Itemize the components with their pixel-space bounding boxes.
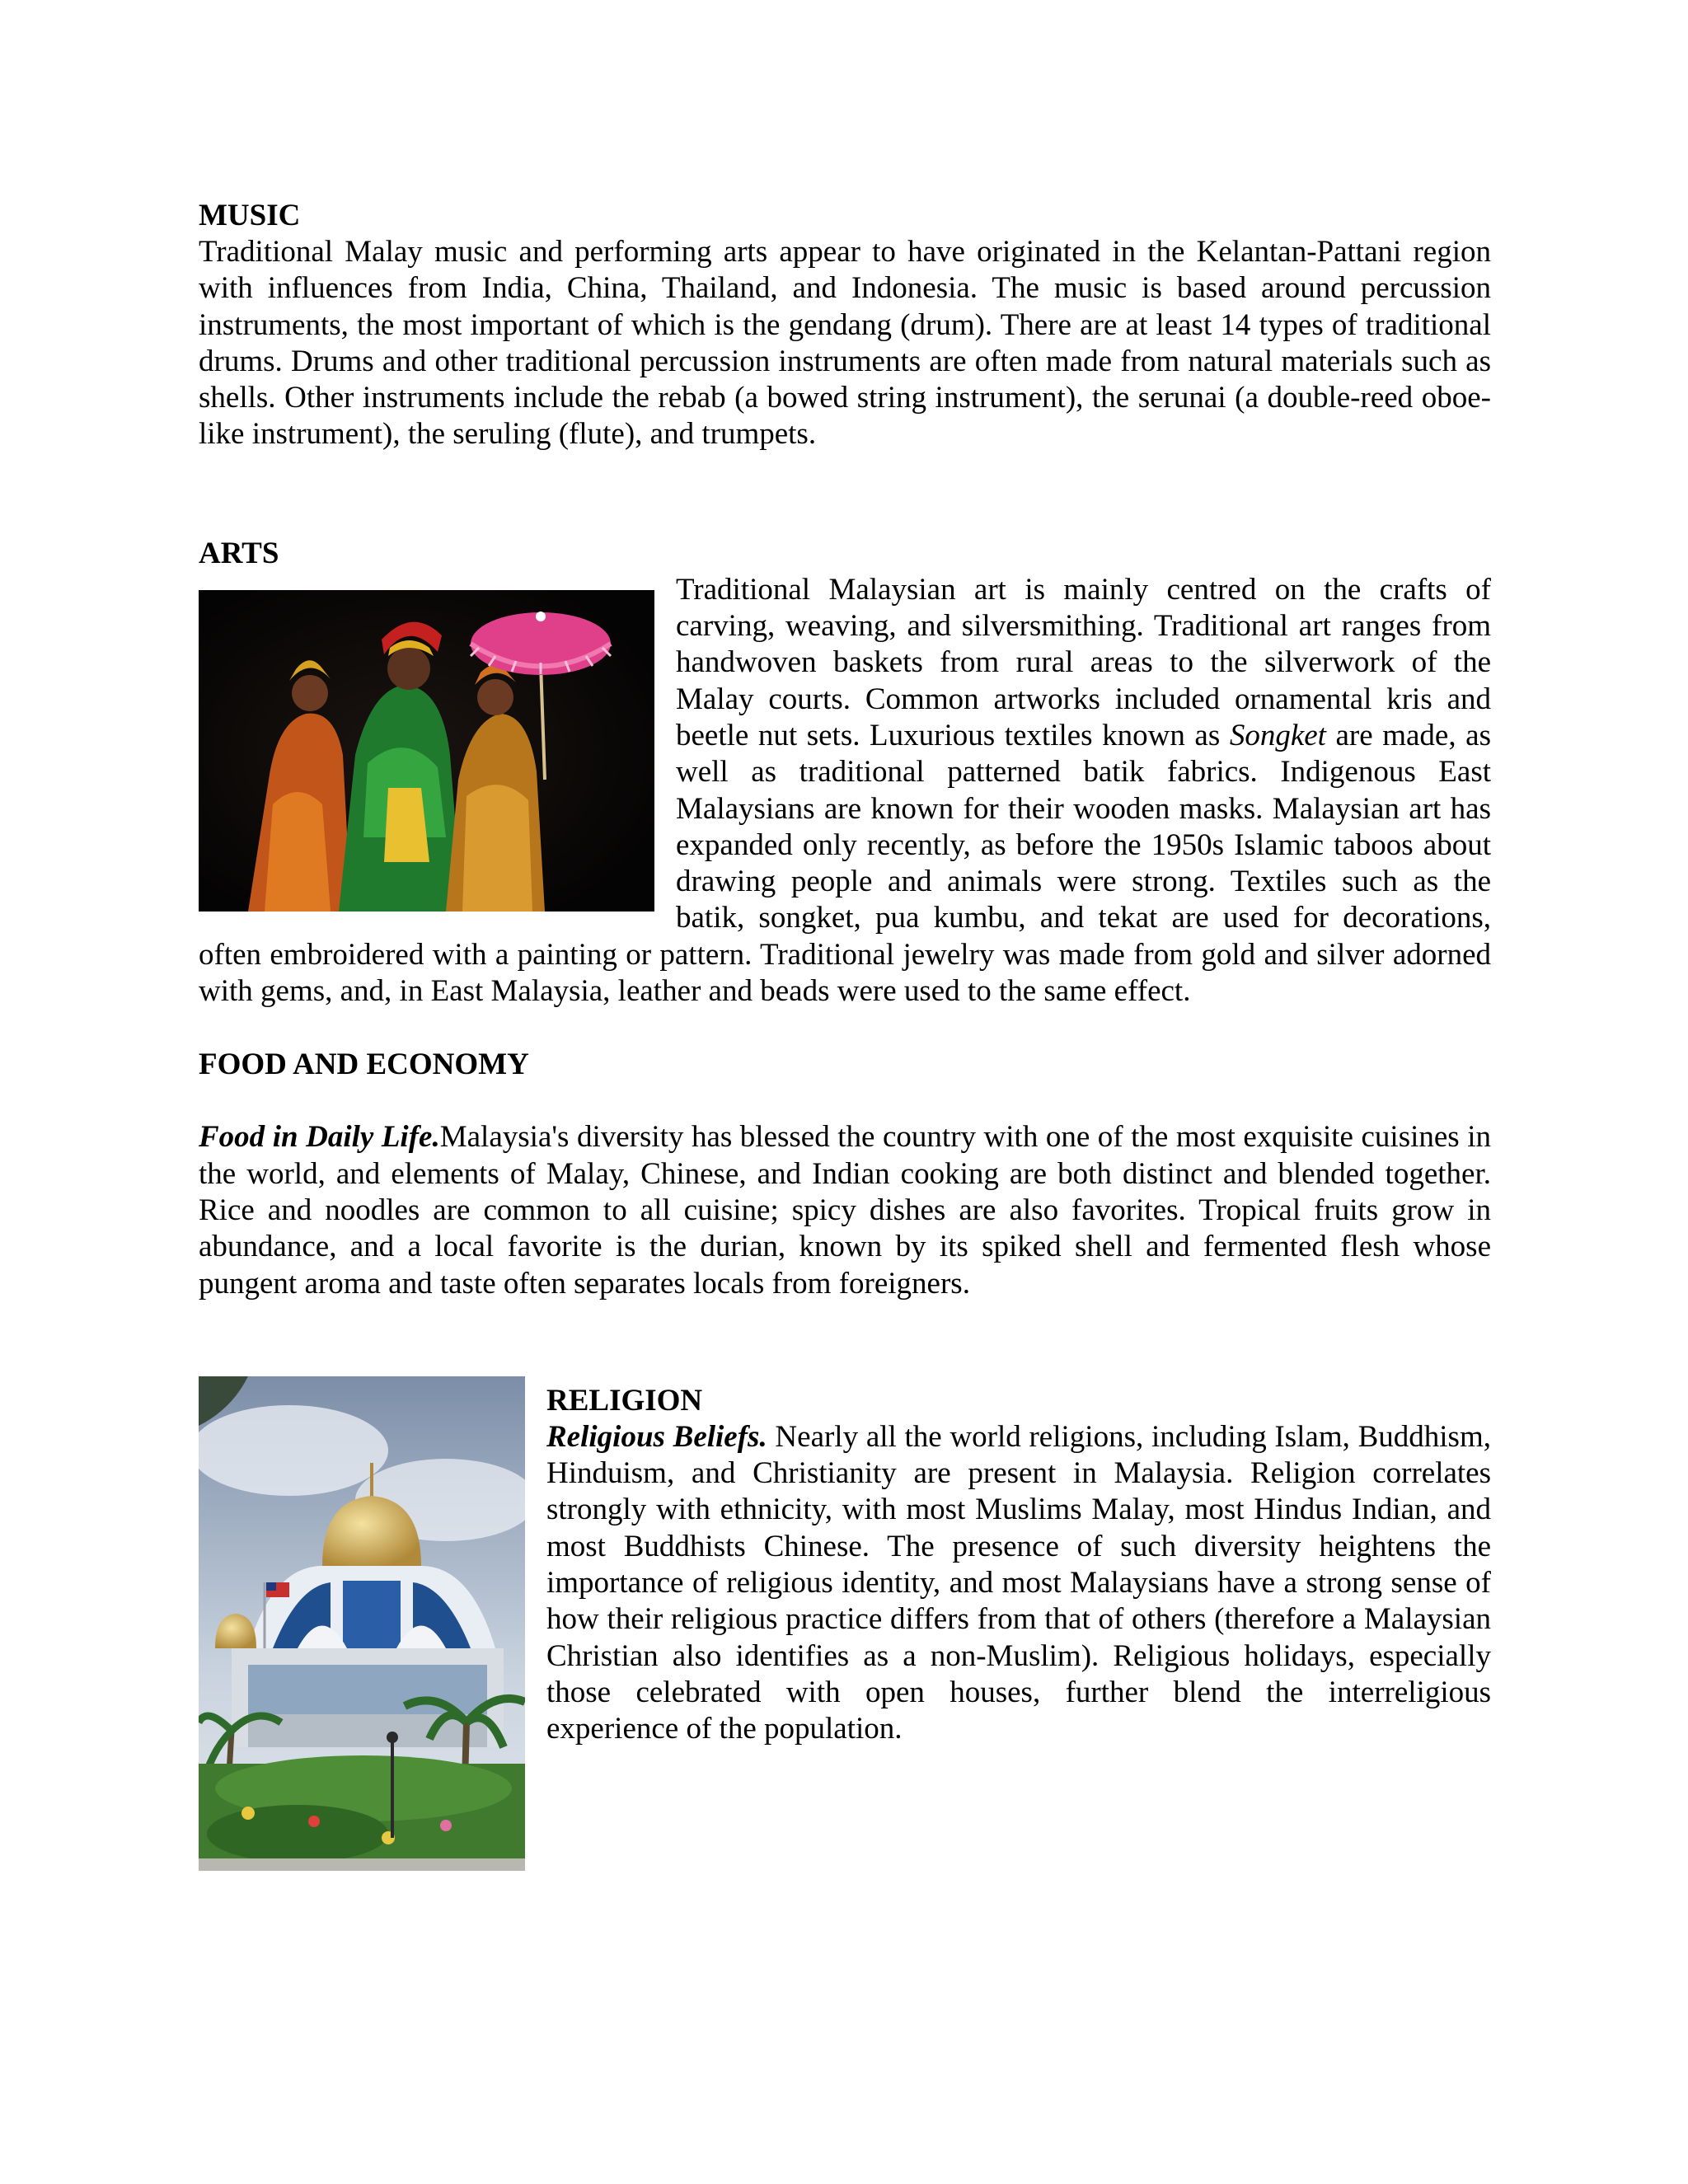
food-paragraph: [199, 1119, 1491, 1301]
religion-body: Nearly all the world religions, including Islam, Buddhism, Hinduism, and Christianity are present in Malaysia. Religion correlates strongly with ethnicity, with most Muslims Malay, most Hindus Indian, and most Buddhists Chinese. The presence of such diversity heightens the importance of religious identity, and most Malaysians have a strong sense of how their religious practice differs from that of others (therefore a Malaysian Christian also identifies as a non-Muslim). Religious holidays, especially those celebrated with open houses, further blend the interreligious experience of the population.: [546, 1419, 1491, 1746]
arts-heading: ARTS: [199, 536, 279, 570]
dancers-photo: [199, 590, 654, 912]
religion-lead: Religious Beliefs.: [546, 1419, 767, 1454]
music-heading: MUSIC: [199, 199, 301, 232]
music-paragraph: Traditional Malay music and performing arts appear to have originated in the Kelantan-Pattani region with influences from India, China, Thailand, and Indonesia. The music is based around percussion instruments, the most important of which is the gendang (drum). There are at least 14 types of traditional drums. Drums and other traditional percussion instruments are often made from natural materials such as shells. Other instruments include the rebab (a bowed string instrument), the serunai (a double-reed oboe-like instrument), the seruling (flute), and trumpets.: [199, 235, 1491, 452]
arts-text-part1: Traditional Malaysian art is mainly centred on the crafts of carving, weaving, and silversmithing. Traditional art ranges from handwoven baskets from rural areas to the silverwork of the Malay courts. Common artworks included ornamental kris and beetle nut sets. Luxurious textiles known as: [676, 572, 1491, 752]
religion-section: [199, 1376, 1491, 1748]
arts-section: [199, 572, 1491, 1010]
food-body: Malaysia's diversity has blessed the country with one of the most exquisite cuisines in the world, and elements of Malay, Chinese, and Indian cooking are both distinct and blended together. Rice and noodles are common to all cuisine; spicy dishes are also favorites. Tropical fruits grow in abundance, and a local favorite is the durian, known by its spiked shell and fermented flesh whose pungent aroma and taste often separates locals from foreigners.: [199, 1120, 1492, 1301]
religion-paragraph: [546, 1419, 1491, 1748]
document-page: [199, 198, 1491, 1871]
mosque-photo: [199, 1376, 525, 1871]
religion-heading: RELIGION: [546, 1383, 703, 1418]
religion-text: [546, 1376, 1491, 1748]
food-heading: FOOD AND ECONOMY: [199, 1047, 529, 1082]
songket-term: Songket: [1229, 718, 1326, 752]
arts-text-part2: are made, as well as traditional patterned batik fabrics. Indigenous East Malaysians are known for their wooden masks. Malaysian art has expanded only recently, as before the 1950s Islamic taboos about drawing people and animals were strong. Textiles such as the batik, songket, pua kumbu, and tekat are used for decorations, often embroidered with a painting or pattern. Traditional jewelry was made from gold and silver adorned with gems, and, in East Malaysia, leather and beads were used to the same effect.: [199, 718, 1491, 1009]
food-lead: Food in Daily Life.: [199, 1120, 440, 1155]
